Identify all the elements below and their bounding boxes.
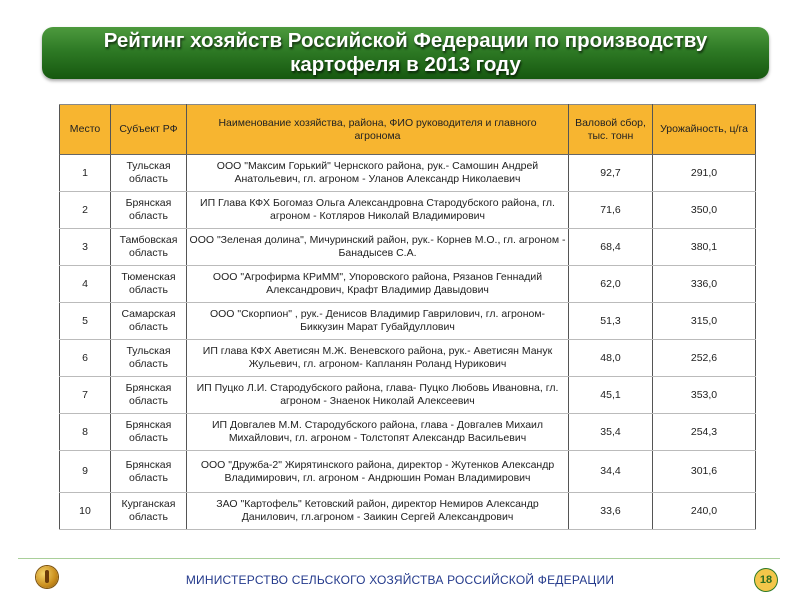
- header-farm: Наименование хозяйства, района, ФИО руководителя и главного агронома: [187, 105, 569, 155]
- page-title: Рейтинг хозяйств Российской Федерации по производству картофеля в 2013 году: [103, 29, 708, 76]
- place-cell: 8: [60, 414, 111, 451]
- farm-cell: ИП Глава КФХ Богомаз Ольга Александровна Стародубского района, гл. агроном - Котляров Николай Владимирович: [187, 192, 569, 229]
- farm-cell: ИП Пуцко Л.И. Стародубского района, глава- Пуцко Любовь Ивановна, гл. агроном - Знаенок Николай Алексеевич: [187, 377, 569, 414]
- yield-cell: 380,1: [653, 229, 756, 266]
- place-cell: 10: [60, 493, 111, 530]
- table-row: [60, 192, 756, 229]
- harvest-cell: 33,6: [569, 493, 653, 530]
- harvest-cell: 35,4: [569, 414, 653, 451]
- place-cell: 5: [60, 303, 111, 340]
- region-cell: Тульская область: [111, 155, 187, 192]
- harvest-cell: 48,0: [569, 340, 653, 377]
- place-cell: 3: [60, 229, 111, 266]
- rating-table: [59, 104, 756, 530]
- yield-cell: 315,0: [653, 303, 756, 340]
- title-banner: [42, 27, 769, 79]
- farm-cell: ООО "Максим Горький" Чернского района, рук.- Самошин Андрей Анатольевич, гл. агроном - Уланов Александр Николаевич: [187, 155, 569, 192]
- table-row: [60, 155, 756, 192]
- harvest-cell: 34,4: [569, 451, 653, 493]
- yield-cell: 301,6: [653, 451, 756, 493]
- table-row: [60, 303, 756, 340]
- table-row: [60, 377, 756, 414]
- region-cell: Самарская область: [111, 303, 187, 340]
- yield-cell: 291,0: [653, 155, 756, 192]
- header-place: Место: [60, 105, 111, 155]
- region-cell: Брянская область: [111, 451, 187, 493]
- page-number-badge: 18: [755, 569, 777, 591]
- place-cell: 7: [60, 377, 111, 414]
- harvest-cell: 68,4: [569, 229, 653, 266]
- table-row: [60, 493, 756, 530]
- table-row: [60, 266, 756, 303]
- place-cell: 9: [60, 451, 111, 493]
- yield-cell: 336,0: [653, 266, 756, 303]
- yield-cell: 240,0: [653, 493, 756, 530]
- header-yield: Урожайность, ц/га: [653, 105, 756, 155]
- harvest-cell: 45,1: [569, 377, 653, 414]
- harvest-cell: 51,3: [569, 303, 653, 340]
- harvest-cell: 71,6: [569, 192, 653, 229]
- farm-cell: ИП Довгалев М.М. Стародубского района, глава - Довгалев Михаил Михайлович, гл. агроном - Толстопят Александр Васильевич: [187, 414, 569, 451]
- footer-divider: [18, 558, 780, 559]
- place-cell: 6: [60, 340, 111, 377]
- region-cell: Брянская область: [111, 192, 187, 229]
- farm-cell: ООО "Скорпион" , рук.- Денисов Владимир Гаврилович, гл. агроном- Биккузин Марат Губайдуллович: [187, 303, 569, 340]
- yield-cell: 350,0: [653, 192, 756, 229]
- place-cell: 1: [60, 155, 111, 192]
- farm-cell: ООО "Зеленая долина", Мичуринский район, рук.- Корнев М.О., гл. агроном - Банадысев С.А.: [187, 229, 569, 266]
- yield-cell: 353,0: [653, 377, 756, 414]
- harvest-cell: 62,0: [569, 266, 653, 303]
- harvest-cell: 92,7: [569, 155, 653, 192]
- region-cell: Тюменская область: [111, 266, 187, 303]
- table-row: [60, 229, 756, 266]
- farm-cell: ООО "Дружба-2" Жирятинского района, директор - Жутенков Александр Владимирович, гл. агроном - Андрюшин Роман Владимирович: [187, 451, 569, 493]
- region-cell: Курганская область: [111, 493, 187, 530]
- farm-cell: ЗАО "Картофель" Кетовский район, директор Немиров Александр Данилович, гл.агроном - Заикин Сергей Александрович: [187, 493, 569, 530]
- header-harvest: Валовой сбор, тыс. тонн: [569, 105, 653, 155]
- place-cell: 2: [60, 192, 111, 229]
- farm-cell: ИП глава КФХ Аветисян М.Ж. Веневского района, рук.- Аветисян Манук Жульевич, гл. агроном- Капланян Роланд Нурикович: [187, 340, 569, 377]
- table-header-row: [60, 105, 756, 155]
- table-row: [60, 451, 756, 493]
- table-row: [60, 340, 756, 377]
- region-cell: Тульская область: [111, 340, 187, 377]
- yield-cell: 254,3: [653, 414, 756, 451]
- region-cell: Брянская область: [111, 414, 187, 451]
- farm-cell: ООО "Агрофирма КРиММ", Упоровского района, Рязанов Геннадий Александрович, Крафт Владимир Давыдович: [187, 266, 569, 303]
- footer-ministry-name: МИНИСТЕРСТВО СЕЛЬСКОГО ХОЗЯЙСТВА РОССИЙСКОЙ ФЕДЕРАЦИИ: [185, 573, 615, 587]
- table-row: [60, 414, 756, 451]
- yield-cell: 252,6: [653, 340, 756, 377]
- header-region: Субъект РФ: [111, 105, 187, 155]
- region-cell: Брянская область: [111, 377, 187, 414]
- place-cell: 4: [60, 266, 111, 303]
- region-cell: Тамбовская область: [111, 229, 187, 266]
